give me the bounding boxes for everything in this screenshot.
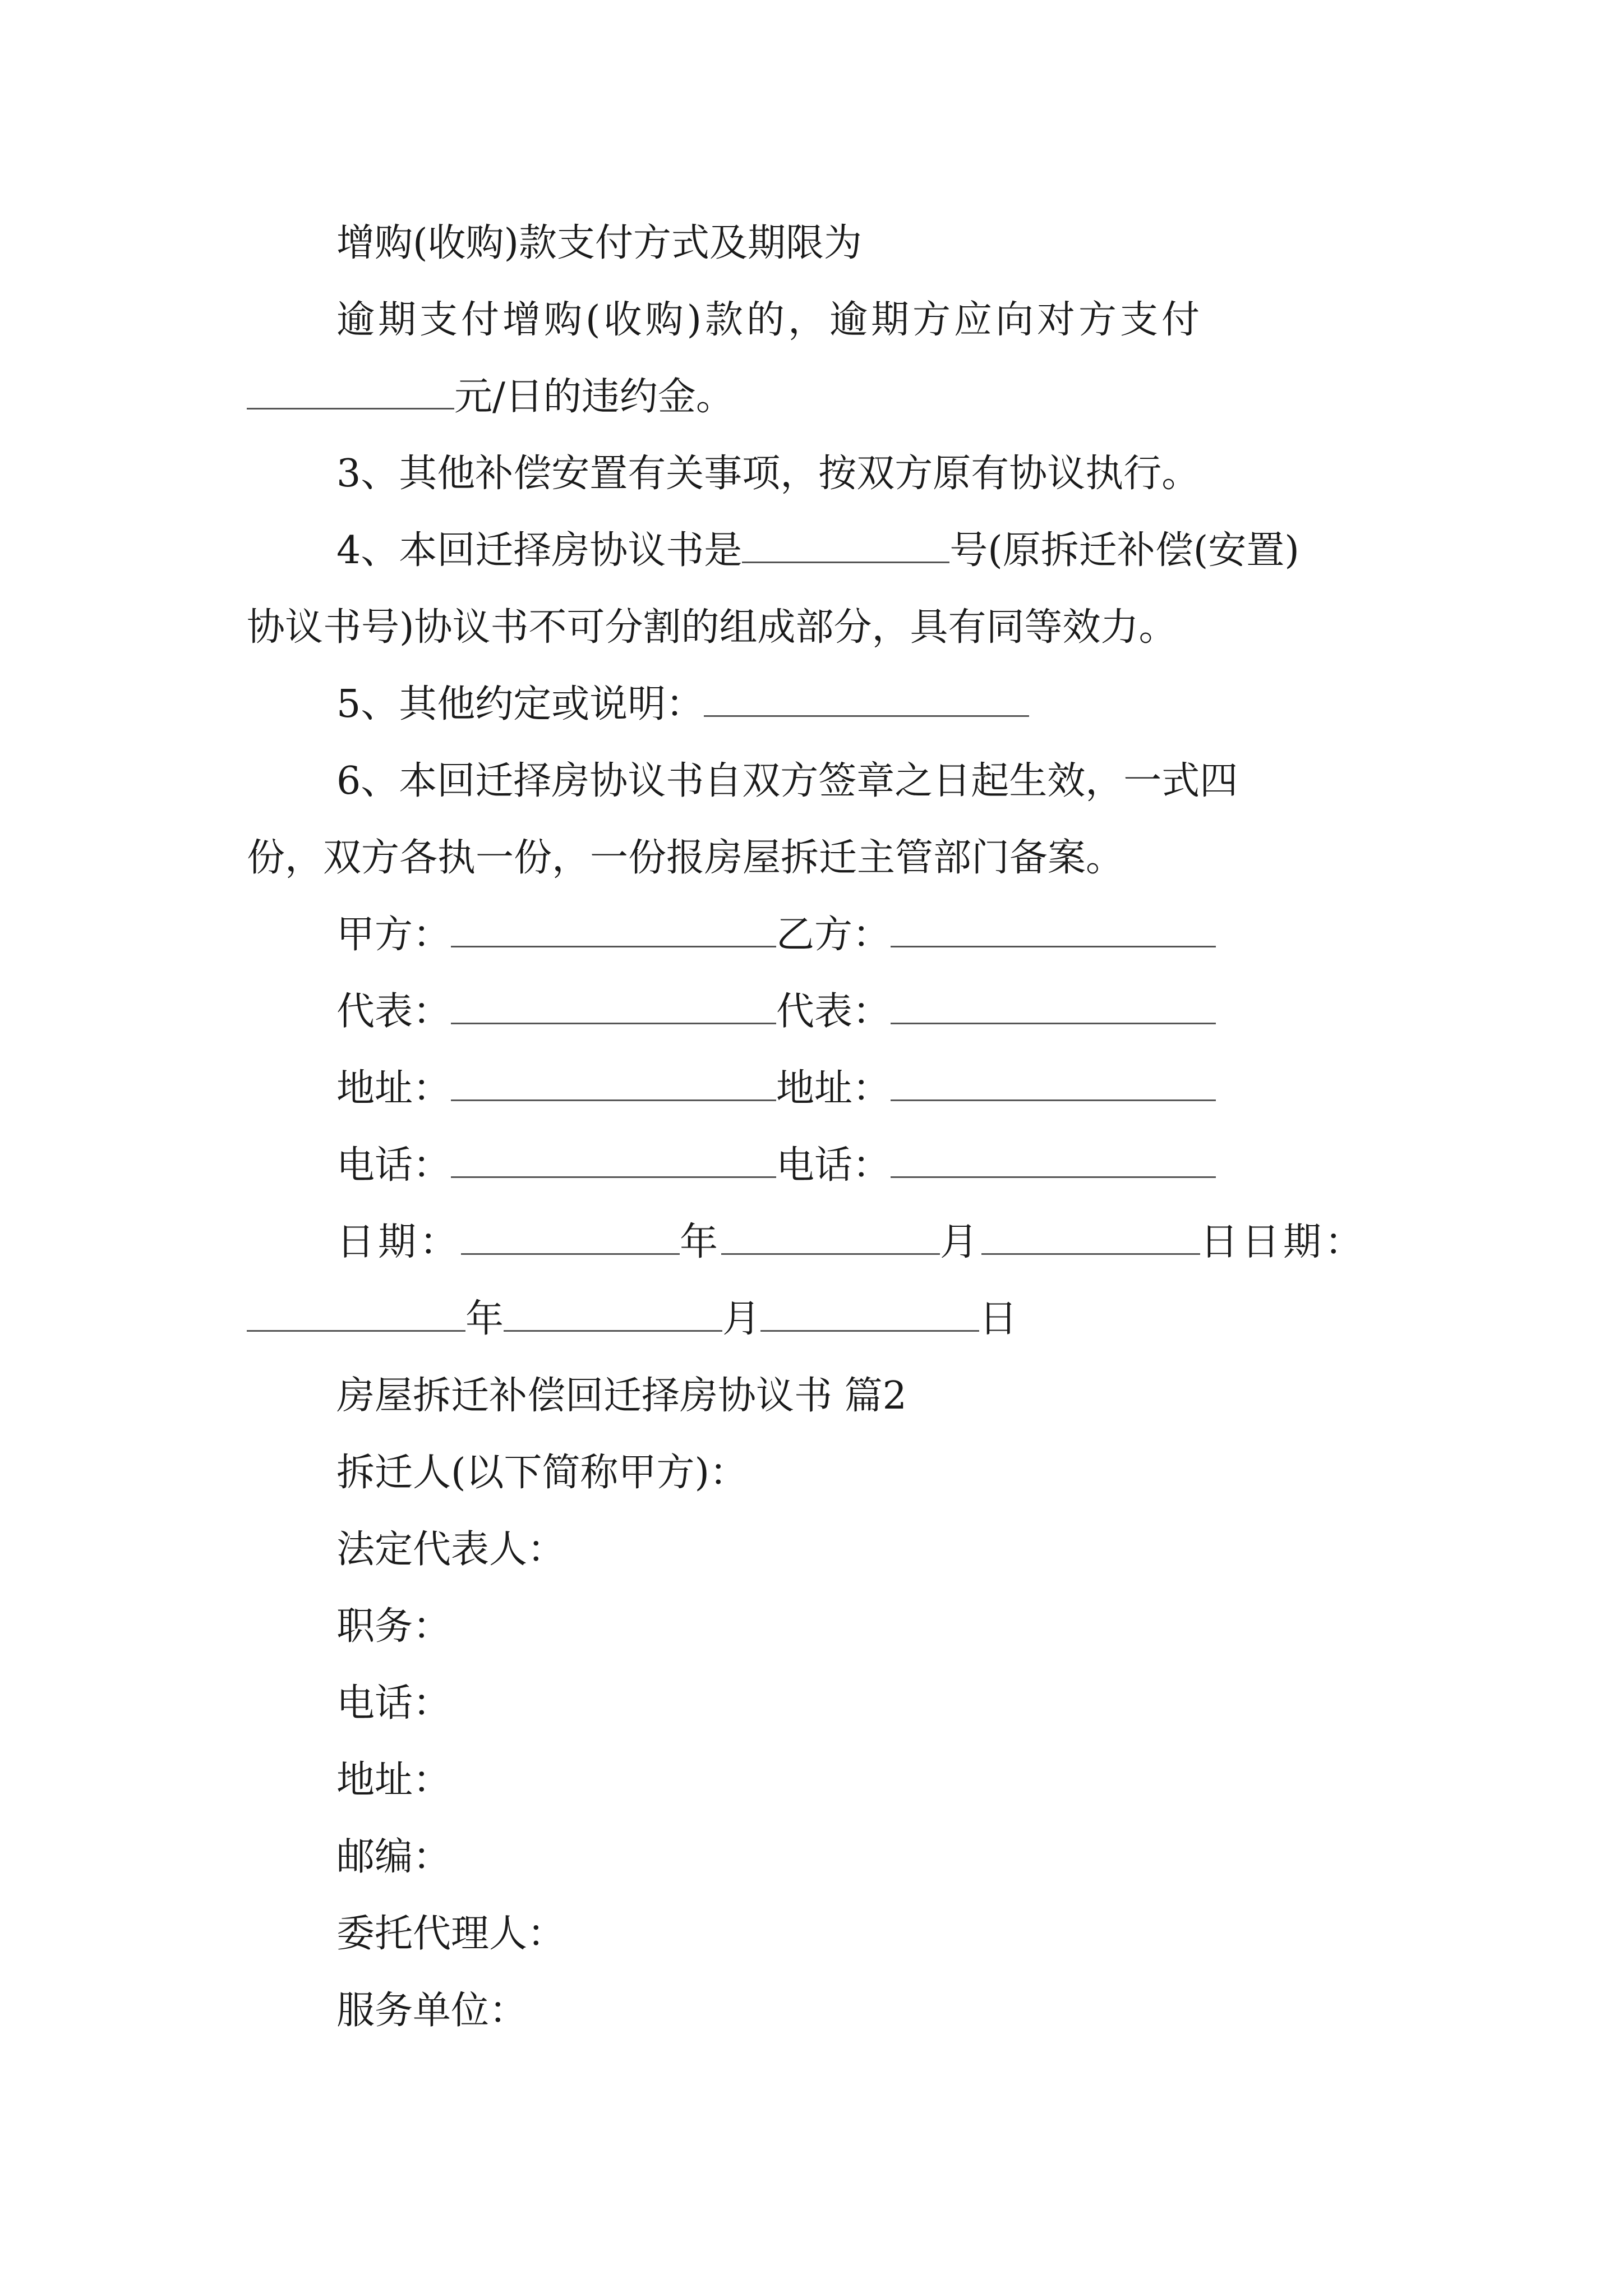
field-phone-label: 电话： bbox=[336, 1681, 451, 1726]
day-b-label: 日 bbox=[979, 1297, 1018, 1341]
payment-method-text: 增购(收购)款支付方式及期限为 bbox=[336, 221, 863, 265]
penalty-line bbox=[0, 359, 1623, 435]
day-a-and-date-b-label: 日日期： bbox=[1200, 1220, 1367, 1264]
field-employer-label: 服务单位： bbox=[336, 1989, 528, 2033]
clause-4-suffix: 号(原拆迁补偿(安置) bbox=[949, 528, 1299, 573]
tel-b-blank bbox=[891, 1142, 1216, 1178]
clause-6 bbox=[0, 743, 1623, 820]
overdue-payment-text: 逾期支付增购(收购)款的，逾期方应向对方支付 bbox=[336, 298, 1204, 342]
clause-4-prefix: 4、本回迁择房协议书是 bbox=[336, 528, 743, 573]
field-employer bbox=[0, 1973, 1623, 2049]
rep-a-blank bbox=[451, 988, 776, 1024]
clause-4 bbox=[0, 513, 1623, 589]
overdue-payment-line bbox=[0, 282, 1623, 358]
other-terms-blank bbox=[704, 680, 1029, 717]
party-a-blank bbox=[451, 911, 776, 947]
clause-3-text: 3、其他补偿安置有关事项，按双方原有协议执行。 bbox=[336, 452, 1200, 496]
rep-a-label: 代表： bbox=[336, 990, 451, 1034]
field-phone bbox=[0, 1665, 1623, 1742]
section-2-title bbox=[0, 1358, 1623, 1434]
clause-5-prefix: 5、其他约定或说明： bbox=[336, 682, 704, 726]
field-postcode bbox=[0, 1819, 1623, 1895]
clause-4-continued-text: 协议书号)协议书不可分割的组成部分，具有同等效力。 bbox=[247, 605, 1177, 650]
clause-4-continued bbox=[0, 590, 1623, 666]
year-a-blank bbox=[461, 1218, 680, 1255]
address-row bbox=[0, 1051, 1623, 1127]
field-legal-rep-label: 法定代表人： bbox=[336, 1527, 566, 1572]
penalty-suffix: 元/日的违约金。 bbox=[454, 375, 734, 419]
addr-a-blank bbox=[451, 1065, 776, 1101]
agreement-number-blank bbox=[742, 527, 949, 563]
addr-b-blank bbox=[891, 1065, 1216, 1101]
clause-5 bbox=[0, 666, 1623, 743]
tel-a-label: 电话： bbox=[336, 1143, 451, 1188]
date-label-a: 日期： bbox=[336, 1220, 462, 1264]
date-row-1 bbox=[0, 1204, 1623, 1281]
party-a-label: 甲方： bbox=[336, 913, 451, 957]
clause-6-text: 6、本回迁择房协议书自双方签章之日起生效，一式四 bbox=[336, 759, 1238, 803]
phone-row bbox=[0, 1128, 1623, 1204]
tel-b-label: 电话： bbox=[776, 1143, 891, 1188]
field-address-label: 地址： bbox=[336, 1758, 451, 1802]
day-a-blank bbox=[981, 1218, 1200, 1255]
payment-method-line bbox=[0, 205, 1623, 282]
party-b-blank bbox=[891, 911, 1216, 947]
field-agent bbox=[0, 1896, 1623, 1972]
month-a-blank bbox=[721, 1218, 940, 1255]
field-demolisher bbox=[0, 1435, 1623, 1511]
year-b-blank bbox=[247, 1295, 465, 1332]
month-b-label: 月 bbox=[722, 1297, 761, 1341]
month-b-blank bbox=[504, 1295, 722, 1332]
clause-6-continued-text: 份，双方各执一份，一份报房屋拆迁主管部门备案。 bbox=[247, 836, 1124, 880]
field-legal-rep bbox=[0, 1512, 1623, 1588]
addr-b-label: 地址： bbox=[776, 1066, 891, 1111]
section-2-title-text: 房屋拆迁补偿回迁择房协议书 篇2 bbox=[336, 1374, 907, 1418]
party-b-label: 乙方： bbox=[776, 913, 891, 957]
tel-a-blank bbox=[451, 1142, 776, 1178]
representative-row bbox=[0, 974, 1623, 1050]
party-row bbox=[0, 897, 1623, 973]
addr-a-label: 地址： bbox=[336, 1066, 451, 1111]
clause-3 bbox=[0, 436, 1623, 512]
clause-6-continued bbox=[0, 820, 1623, 896]
field-position-label: 职务： bbox=[336, 1604, 451, 1649]
field-demolisher-label: 拆迁人(以下简称甲方)： bbox=[336, 1451, 748, 1495]
month-a-label: 月 bbox=[940, 1220, 982, 1264]
year-a-label: 年 bbox=[680, 1220, 722, 1264]
field-position bbox=[0, 1589, 1623, 1665]
field-address bbox=[0, 1742, 1623, 1819]
rep-b-blank bbox=[891, 988, 1216, 1024]
field-agent-label: 委托代理人： bbox=[336, 1912, 566, 1956]
rep-b-label: 代表： bbox=[776, 990, 891, 1034]
penalty-amount-blank bbox=[247, 373, 454, 409]
day-b-blank bbox=[760, 1295, 979, 1332]
year-b-label: 年 bbox=[465, 1297, 504, 1341]
date-row-2 bbox=[0, 1281, 1623, 1358]
field-postcode-label: 邮编： bbox=[336, 1835, 451, 1879]
